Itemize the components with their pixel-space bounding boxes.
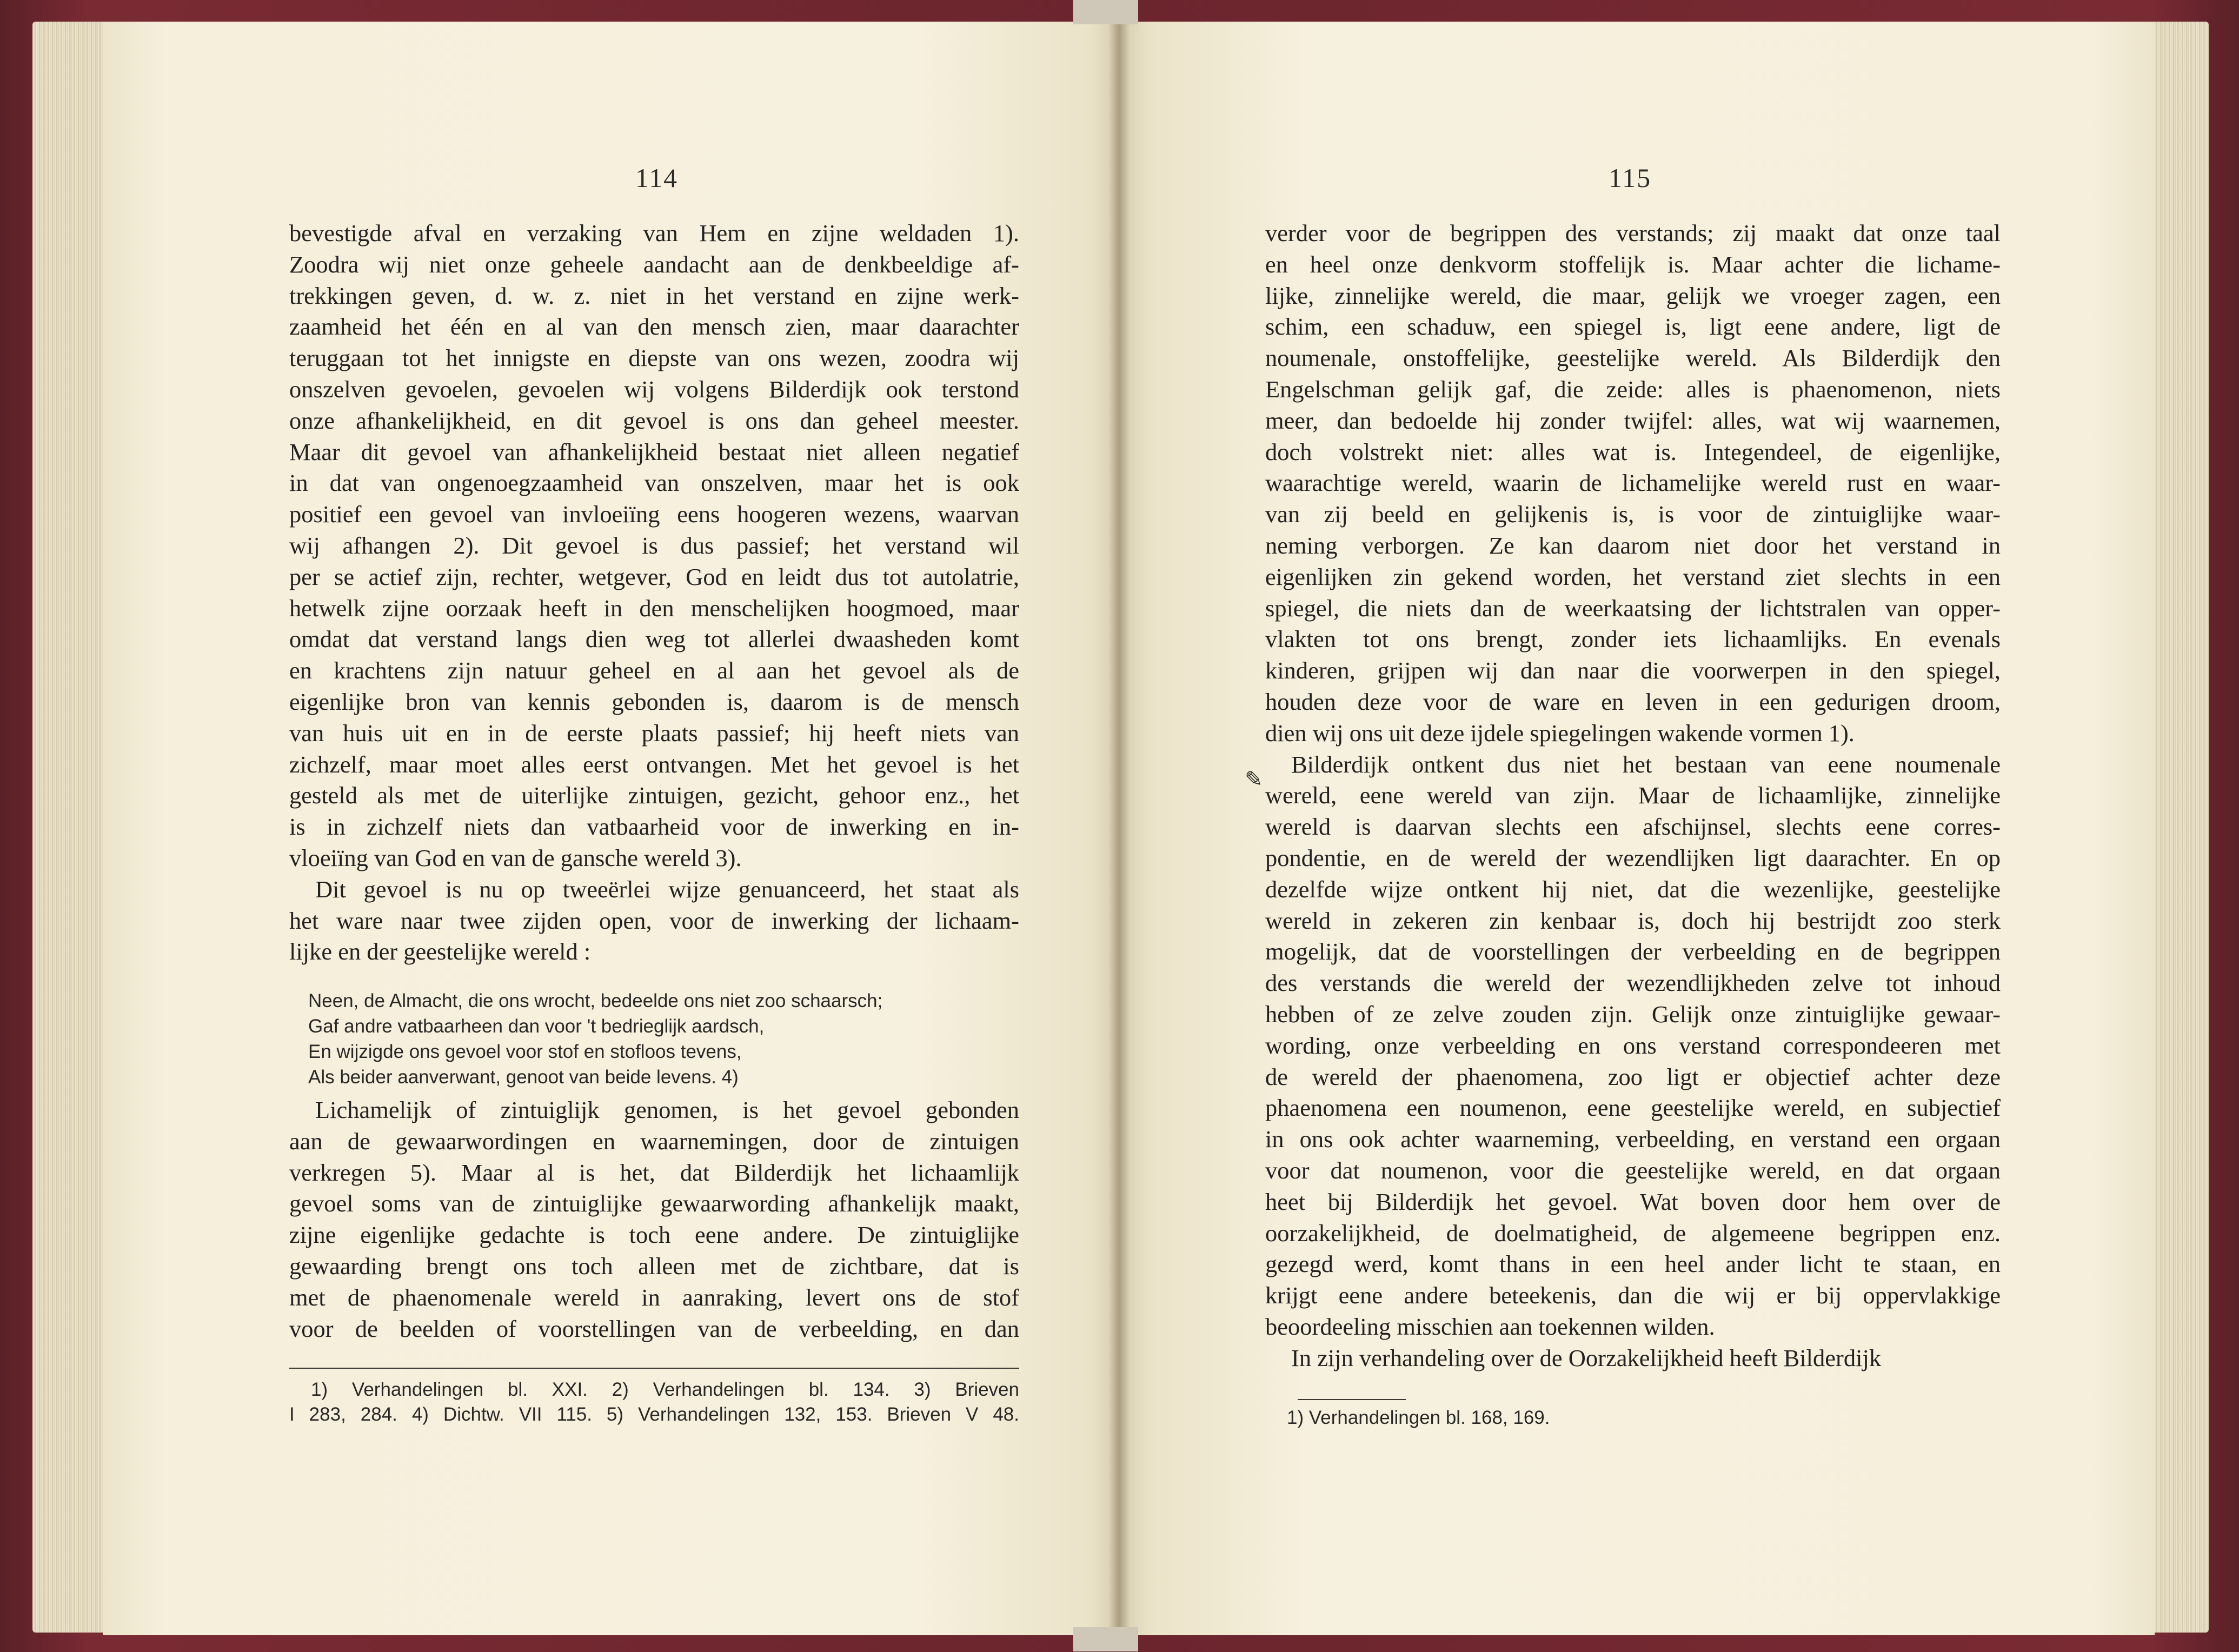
right-body-line: oorzakelijkheid, de doelmatigheid, de algemeene begrippen enz. [1265, 1219, 2001, 1247]
left-body-line: onze afhankelijkheid, en dit gevoel is ons dan geheel meester. [289, 407, 1019, 434]
right-body-line: wording, onze verbeelding en ons verstand correspondeeren met [1265, 1031, 2001, 1059]
left-body2-line: aan de gewaarwordingen en waarnemingen, door de zintuigen [289, 1127, 1019, 1155]
right-body-line: vlakten tot ons brengt, zonder iets lichaamlijks. En evenals [1265, 625, 2001, 653]
left-body-line: zichzelf, maar moet alles eerst ontvangen. Met het gevoel is het [289, 750, 1019, 778]
left-poem-line: Gaf andre vatbaarheen dan voor 't bedrieglijk aardsch, [308, 1016, 765, 1037]
left-body2-line: verkregen 5). Maar al is het, dat Bilderdijk het lichaamlijk [289, 1158, 1019, 1186]
left-body-line: positief een gevoel van invloeiïng eens hoogeren wezens, waarvan [289, 501, 1019, 528]
right-body-line: spiegel, die niets dan de weerkaatsing der lichtstralen van opper- [1265, 594, 2001, 622]
left-body-line: onszelven gevoelen, gevoelen wij volgens Bilderdijk ook terstond [289, 375, 1019, 403]
right-body-line: heet bij Bilderdijk het gevoel. Wat boven door hem over de [1265, 1188, 2001, 1215]
bookmark-ribbon-bottom [1073, 1627, 1138, 1651]
left-body-line: per se actief zijn, rechter, wetgever, God en leidt dus tot autolatrie, [289, 563, 1019, 590]
left-body-line: zaamheid het één en al van den mensch zien, maar daarachter [289, 313, 1019, 341]
right-body-line: gezegd werd, komt thans in een heel ander licht te staan, en [1265, 1250, 2001, 1278]
left-body-text [289, 218, 1019, 968]
left-body-line: van huis uit en in de eerste plaats passief; hij heeft niets van [289, 719, 1019, 747]
right-footnote-rule [1298, 1399, 1406, 1400]
right-body-line: lijke, zinnelijke wereld, die maar, gelijk we vroeger zagen, een [1265, 282, 2001, 309]
left-body-line: teruggaan tot het innigste en diepste van ons wezen, zoodra wij [289, 344, 1019, 372]
right-body-line: in ons ook achter waarneming, verbeelding, en verstand een orgaan [1265, 1125, 2001, 1153]
right-body-line: verder voor de begrippen des verstands; zij maakt dat onze taal [1265, 219, 2001, 247]
right-body-line: wereld is daarvan slechts een afschijnsel, slechts eene corres- [1265, 813, 2001, 841]
left-body2-line: met de phaenomenale wereld in aanraking, levert ons de stof [289, 1283, 1019, 1311]
right-body-line: de wereld der phaenomena, zoo ligt er objectief achter deze [1265, 1063, 2001, 1090]
right-body-text [1265, 218, 2001, 1374]
left-body2-line: zijne eigenlijke gedachte is toch eene andere. De zintuiglijke [289, 1221, 1019, 1249]
right-body-line: des verstands die wereld der wezendlijkheden zelve tot inhoud [1265, 969, 2001, 997]
right-body-line: mogelijk, dat de voorstellingen der verbeelding en de begrippen [1265, 938, 2001, 965]
left-body2-line: gewaarding brengt ons toch alleen met de zichtbare, dat is [289, 1252, 1019, 1280]
right-body-line: eigenlijken zin gekend worden, het verstand ziet slechts in een [1265, 563, 2001, 590]
right-footnotes [1265, 1405, 2001, 1430]
right-body-line: voor dat noumenon, voor die geestelijke wereld, en dat orgaan [1265, 1156, 2001, 1184]
left-body2-line: gevoel soms van de zintuiglijke gewaarwording afhankelijk maakt, [289, 1190, 1019, 1217]
left-body2-line: voor de beelden of voorstellingen van de verbeelding, en dan [289, 1315, 1019, 1342]
left-body-line: Maar dit gevoel van afhankelijkheid bestaat niet alleen negatief [289, 438, 1019, 465]
right-body-line: dien wij ons uit deze ijdele spiegelingen wakende vormen 1). [1265, 719, 1855, 747]
right-body-line: Engelschman gelijk gaf, die zeide: alles is phaenomenon, niets [1265, 375, 2001, 403]
right-body-line: van zij beeld en gelijkenis is, is voor de zintuiglijke waar- [1265, 501, 2001, 528]
right-body-line: meer, dan bedoelde hij zonder twijfel: alles, wat wij waarnemen, [1265, 407, 2001, 434]
left-body-line: trekkingen geven, d. w. z. niet in het verstand en zijne werk- [289, 282, 1019, 309]
right-body-line: dezelfde wijze ontkent hij niet, dat die wezenlijke, geestelijke [1265, 875, 2001, 903]
right-body-line: kinderen, grijpen wij dan naar die voorwerpen in den spiegel, [1265, 657, 2001, 684]
right-body-line: phaenomena een noumenon, eene geestelijke wereld, en subjectief [1265, 1094, 2001, 1122]
left-body-line: Dit gevoel is nu op tweeërlei wijze genuanceerd, het staat als [315, 875, 1019, 903]
left-notes-line: I 283, 284. 4) Dichtw. VII 115. 5) Verhandelingen 132, 153. Brieven V 48. [289, 1404, 1019, 1425]
left-body-line: gesteld als met de uiterlijke zintuigen, gezicht, gehoor enz., het [289, 782, 1019, 809]
right-body-line: krijgt eene andere beteekenis, dan die wij er bij oppervlakkige [1265, 1282, 2001, 1309]
right-notes-line: 1) Verhandelingen bl. 168, 169. [1287, 1407, 1550, 1428]
right-body-line: Bilderdijk ontkent dus niet het bestaan van eene noumenale [1291, 750, 2001, 778]
left-body2-line: Lichamelijk of zintuiglijk genomen, is het gevoel gebonden [315, 1096, 1019, 1123]
right-body-line: doch volstrekt niet: alles wat is. Integendeel, de eigenlijke, [1265, 438, 2001, 465]
left-footnotes [289, 1377, 1019, 1427]
left-body-line: eigenlijke bron van kennis gebonden is, daarom is de mensch [289, 688, 1019, 715]
left-poem-line: Als beider aanverwant, genoot van beide levens. 4) [308, 1067, 739, 1088]
left-body-line: is in zichzelf niets dan vatbaarheid voor de inwerking en in- [289, 813, 1019, 841]
left-poem [308, 988, 1011, 1090]
right-body-line: schim, een schaduw, een spiegel is, ligt eene andere, ligt de [1265, 313, 2001, 341]
right-page-number: 115 [1609, 163, 1652, 193]
right-body-line: In zijn verhandeling over de Oorzakelijkheid heeft Bilderdijk [1291, 1344, 1882, 1371]
right-body-line: wereld, eene wereld van zijn. Maar de lichaamlijke, zinnelijke [1265, 782, 2001, 809]
right-body-line: waarachtige wereld, waarin de lichamelijke wereld rust en waar- [1265, 469, 2001, 497]
left-poem-line: En wijzigde ons gevoel voor stof en stofloos tevens, [308, 1041, 742, 1062]
left-notes-line: 1) Verhandelingen bl. XXI. 2) Verhandelingen bl. 134. 3) Brieven [311, 1379, 1019, 1400]
right-body-line: pondentie, en de wereld der wezendlijken ligt daarachter. En op [1265, 844, 2001, 871]
left-footnote-rule [289, 1368, 1019, 1369]
left-poem-line: Neen, de Almacht, die ons wrocht, bedeelde ons niet zoo schaarsch; [308, 990, 883, 1011]
left-page-number: 114 [635, 163, 679, 193]
right-body-line: en heel onze denkvorm stoffelijk is. Maar achter die lichame- [1265, 250, 2001, 278]
right-body-line: hebben of ze zelve zouden zijn. Gelijk onze zintuiglijke gewaar- [1265, 1000, 2001, 1028]
page-edges-left [32, 22, 114, 1633]
left-body-line: bevestigde afval en verzaking van Hem en zijne weldaden 1). [289, 219, 1019, 247]
book-gutter [1108, 22, 1130, 1635]
left-body-line: in dat van ongenoegzaamheid van onszelven, maar het is ook [289, 469, 1019, 497]
right-body-line: houden deze voor de ware en leven in een gedurigen droom, [1265, 688, 2001, 715]
left-body-line: Zoodra wij niet onze geheele aandacht aan de denkbeeldige af- [289, 250, 1019, 278]
right-body-line: wereld in zekeren zin kenbaar is, doch hij bestrijdt zoo sterk [1265, 907, 2001, 934]
left-body-line: en krachtens zijn natuur geheel en al aan het gevoel als de [289, 657, 1019, 684]
margin-mark: ✎ [1245, 767, 1263, 791]
left-body-line: vloeiïng van God en van de gansche wereld 3). [289, 844, 742, 871]
left-body-line: het ware naar twee zijden open, voor de inwerking der lichaam- [289, 907, 1019, 934]
right-body-line: neming verborgen. Ze kan daarom niet door het verstand in [1265, 531, 2001, 559]
left-body-line: hetwelk zijne oorzaak heeft in den menschelijken hoogmoed, maar [289, 594, 1019, 622]
left-body-text-2 [289, 1095, 1019, 1344]
right-body-line: beoordeeling misschien aan toekennen wilden. [1265, 1313, 1715, 1340]
bookmark-ribbon-top [1073, 0, 1138, 24]
right-body-line: noumenale, onstoffelijke, geestelijke wereld. Als Bilderdijk den [1265, 344, 2001, 372]
left-body-line: wij afhangen 2). Dit gevoel is dus passief; het verstand wil [289, 531, 1019, 559]
left-body-line: omdat dat verstand langs dien weg tot allerlei dwaasheden komt [289, 625, 1019, 653]
page-edges-right [2149, 22, 2209, 1633]
left-body-line: lijke en der geestelijke wereld : [289, 938, 591, 965]
